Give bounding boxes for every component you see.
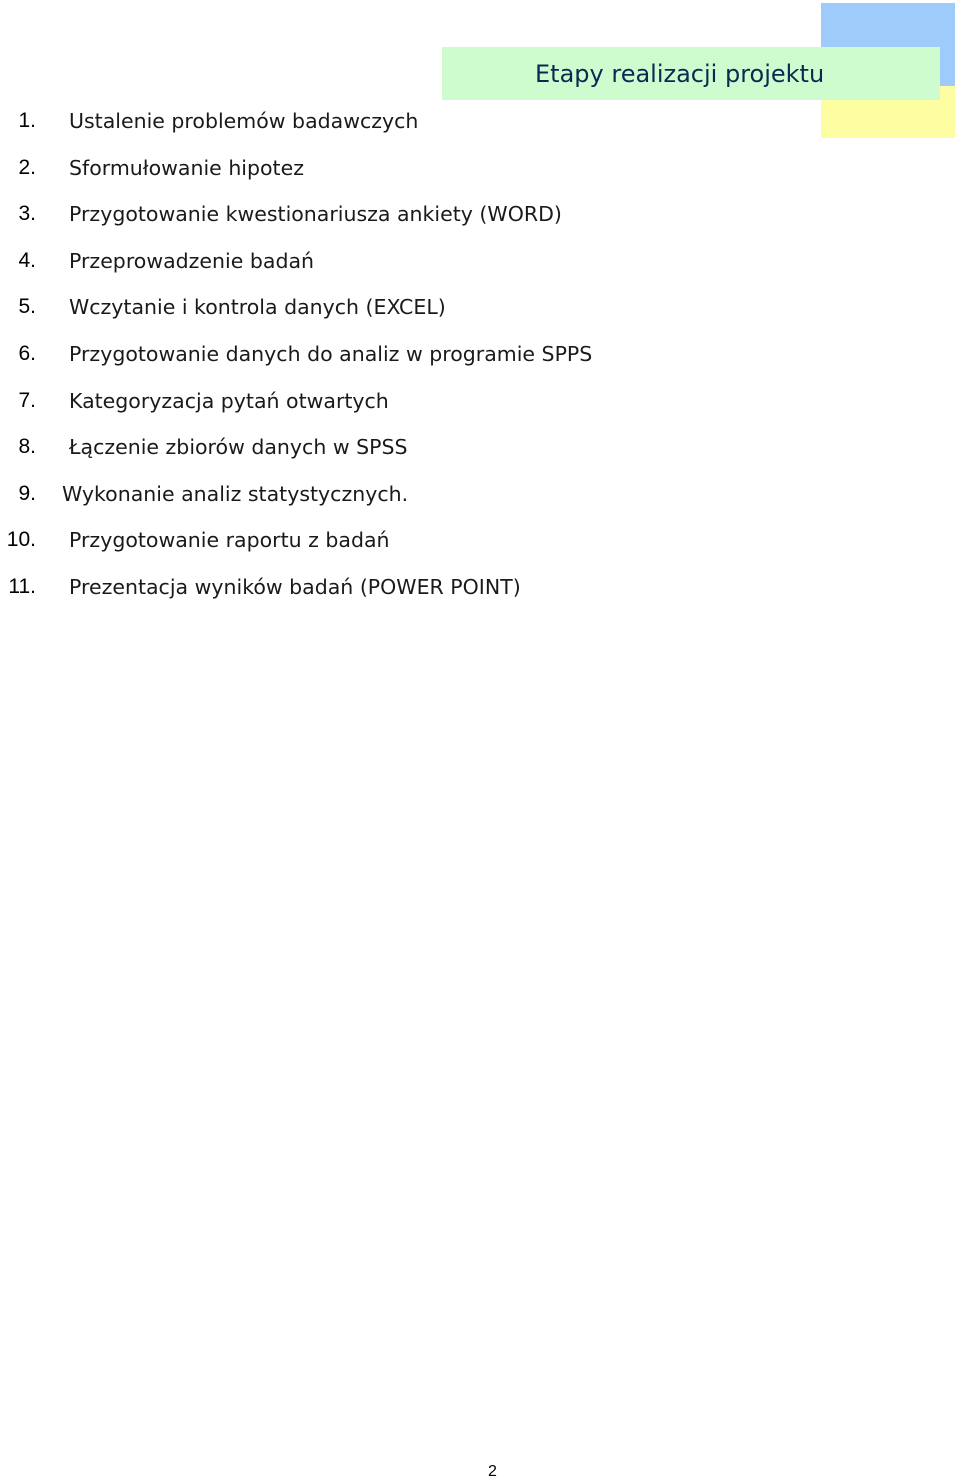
step-number: 7. <box>18 388 36 412</box>
step-number: 3. <box>18 202 36 226</box>
step-text: Ustalenie problemów badawczych <box>69 109 419 133</box>
page-number: 2 <box>488 1463 497 1480</box>
step-number: 6. <box>18 341 36 365</box>
step-text: Łączenie zbiorów danych w SPSS <box>69 435 408 460</box>
step-text: Wykonanie analiz statystycznych. <box>62 481 409 506</box>
step-text: Przygotowanie danych do analiz w programie SPPS <box>69 341 593 366</box>
step-text: Przygotowanie kwestionariusza ankiety (WORD) <box>69 202 562 227</box>
step-text: Przeprowadzenie badań <box>69 248 315 273</box>
step-number: 8. <box>18 435 36 459</box>
step-number: 11. <box>8 574 36 598</box>
step-number: 4. <box>18 248 36 272</box>
step-text: Przygotowanie raportu z badań <box>69 528 390 553</box>
step-number: 2. <box>18 155 36 179</box>
step-number: 5. <box>18 295 36 319</box>
step-number: 9. <box>18 481 36 505</box>
step-text: Prezentacja wyników badań (POWER POINT) <box>69 574 521 599</box>
step-number: 10. <box>6 528 36 552</box>
step-text: Wczytanie i kontrola danych (EXCEL) <box>69 295 446 320</box>
step-text: Kategoryzacja pytań otwartych <box>69 388 389 413</box>
page-title: Etapy realizacji projektu <box>535 60 825 88</box>
step-text: Sformułowanie hipotez <box>69 155 304 180</box>
step-number: 1. <box>18 109 36 132</box>
